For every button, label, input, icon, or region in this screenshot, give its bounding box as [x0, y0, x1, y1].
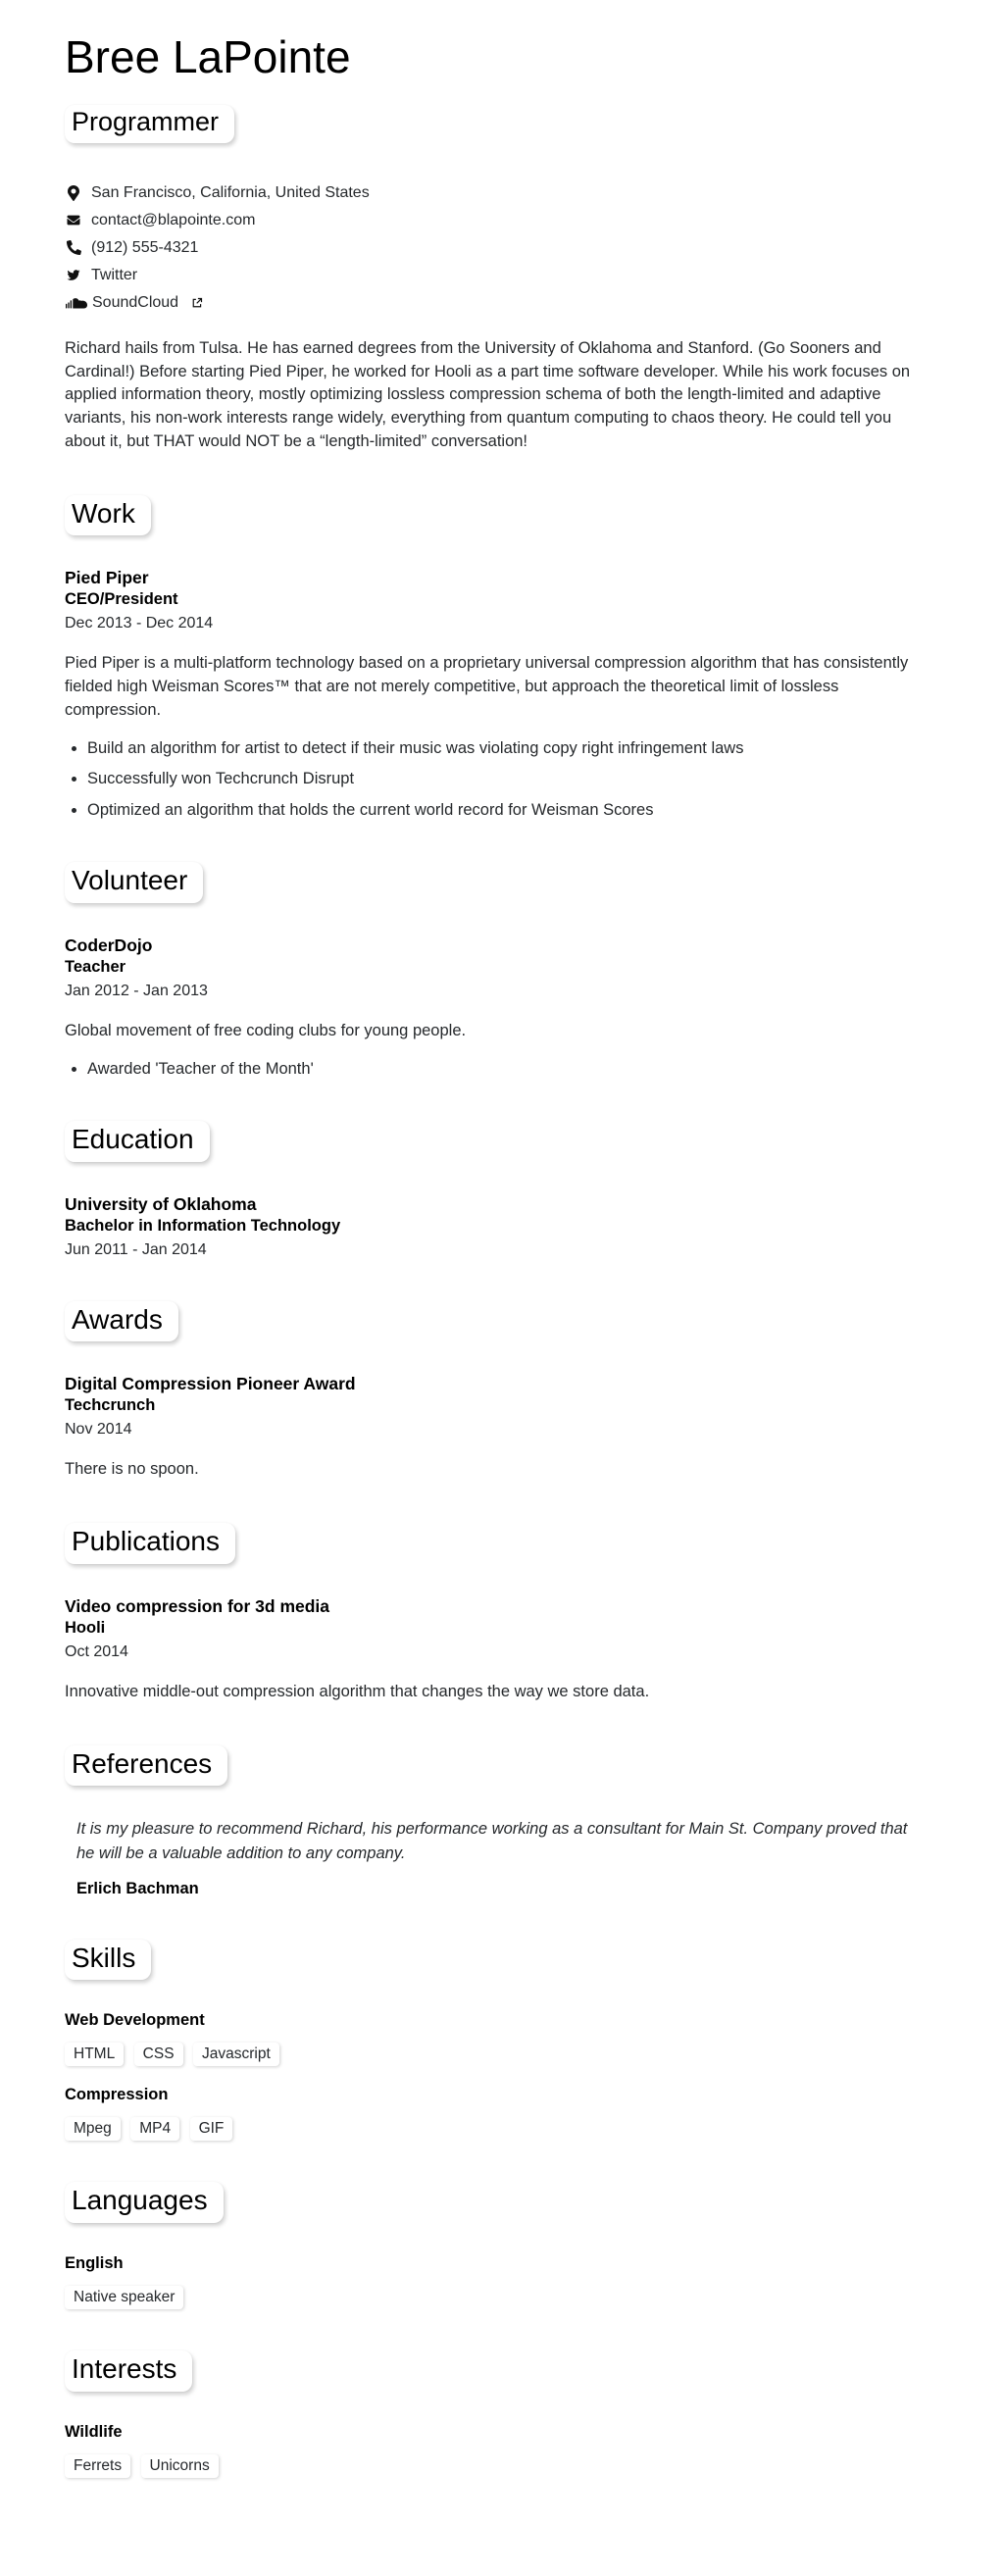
section-languages: [65, 2182, 929, 2309]
publication-entry: [65, 1595, 929, 1704]
volunteer-org: CoderDojo: [65, 934, 153, 955]
publication-summary: Innovative middle-out compression algorithm that changes the way we store data.: [65, 1682, 650, 1700]
volunteer-highlights: [65, 1059, 929, 1080]
reference-quote: It is my pleasure to recommend Richard, his performance working as a consultant for Main St. Company proved that he will be a valuable addition to any company.: [76, 1820, 908, 1863]
work-highlight: • Successfully won Techcrunch Disrupt: [87, 769, 929, 789]
external-link-icon: [191, 297, 203, 309]
skill-group: [65, 2086, 929, 2141]
contact-email-link[interactable]: contact@blapointe.com: [91, 211, 256, 228]
summary-paragraph: Richard hails from Tulsa. He has earned degrees from the University of Oklahoma and Stanford. (Go Sooners and Cardinal!) Before starting Pied Piper, he worked for Hooli as a part time software developer. While his work focuses on applied information theory, mostly optimizing lossless compression schema of both the length-limited and adaptive variants, his non-work interests range widely, everything from quantum computing to chaos theory. He could tell you about it, but THAT would NOT be a “length-limited” conversation!: [65, 338, 911, 450]
award-title: Digital Compression Pioneer Award: [65, 1374, 356, 1394]
contact-twitter: [65, 267, 929, 284]
work-highlight: • Optimized an algorithm that holds the current world record for Weisman Scores: [87, 800, 929, 821]
interest-keyword: Ferrets: [65, 2454, 130, 2478]
interest-name: Wildlife: [65, 2422, 123, 2441]
education-dates: Jun 2011 - Jan 2014: [65, 1240, 207, 1258]
work-org: Pied Piper: [65, 568, 149, 588]
language-name: English: [65, 2254, 124, 2273]
work-role: CEO/President: [65, 590, 178, 609]
work-summary: Pied Piper is a multi-platform technology based on a proprietary universal compression algorithm that has consistently fielded high Weisman Scores™ that are not merely competitive, but approach the theoretical limit of lossless compression.: [65, 654, 909, 720]
volunteer-summary: Global movement of free coding clubs for young people.: [65, 1021, 467, 1039]
section-skills: [65, 1940, 929, 2142]
section-interests: [65, 2350, 929, 2478]
skill-keyword: GIF: [190, 2117, 233, 2141]
section-awards: [65, 1301, 929, 1482]
contact-phone: [65, 239, 929, 257]
section-publications: [65, 1523, 929, 1703]
section-references: [65, 1745, 929, 1898]
award-entry: [65, 1373, 929, 1482]
resume-header: [65, 31, 929, 454]
contact-twitter-link[interactable]: Twitter: [91, 266, 138, 283]
section-title-interests: Interests: [65, 2350, 192, 2392]
skill-group-name: Web Development: [65, 2011, 205, 2030]
publication-date: Oct 2014: [65, 1642, 128, 1660]
contact-list: [65, 184, 929, 312]
skill-keyword: MP4: [130, 2117, 179, 2141]
work-entry: [65, 567, 929, 821]
section-title-publications: Publications: [65, 1523, 235, 1564]
section-education: [65, 1121, 929, 1260]
language-fluency: Native speaker: [65, 2286, 183, 2309]
publication-name: Video compression for 3d media: [65, 1595, 330, 1616]
envelope-icon: [65, 214, 82, 227]
contact-soundcloud-link[interactable]: [92, 294, 178, 312]
section-volunteer: [65, 862, 929, 1080]
section-title-languages: Languages: [65, 2182, 224, 2223]
work-dates: Dec 2013 - Dec 2014: [65, 615, 214, 632]
interest-group: [65, 2423, 929, 2478]
education-entry: [65, 1193, 929, 1260]
contact-soundcloud-text: SoundCloud: [92, 293, 179, 311]
skill-keyword: CSS: [134, 2043, 183, 2066]
section-title-skills: Skills: [65, 1940, 151, 1981]
education-institution: University of Oklahoma: [65, 1193, 257, 1214]
section-work: [65, 495, 929, 822]
reference-entry: [65, 1817, 929, 1898]
volunteer-role: Teacher: [65, 957, 126, 976]
section-title-volunteer: Volunteer: [65, 862, 203, 903]
section-title-work: Work: [65, 495, 151, 536]
contact-location: [65, 184, 929, 202]
section-title-education: Education: [65, 1121, 210, 1162]
skill-keyword: Javascript: [193, 2043, 279, 2066]
contact-soundcloud: [65, 294, 929, 312]
person-label: Programmer: [65, 105, 234, 143]
contact-email: [65, 212, 929, 229]
award-awarder: Techcrunch: [65, 1396, 156, 1415]
contact-phone-text: (912) 555-4321: [91, 238, 199, 256]
skill-keyword: HTML: [65, 2043, 124, 2066]
volunteer-highlight: • Awarded 'Teacher of the Month': [87, 1059, 929, 1080]
contact-location-text: San Francisco, California, United States: [91, 183, 370, 201]
reference-name: Erlich Bachman: [76, 1879, 199, 1897]
phone-icon: [65, 240, 82, 255]
interest-keyword: Unicorns: [141, 2454, 219, 2478]
work-highlight: • Build an algorithm for artist to detect if their music was violating copy right infringement laws: [87, 738, 929, 759]
section-title-awards: Awards: [65, 1301, 178, 1342]
skill-keyword: Mpeg: [65, 2117, 121, 2141]
twitter-icon: [65, 269, 82, 281]
award-summary: There is no spoon.: [65, 1460, 199, 1479]
person-name: Bree LaPointe: [65, 31, 351, 82]
volunteer-entry: [65, 934, 929, 1080]
soundcloud-icon: [65, 296, 87, 310]
work-highlights: [65, 738, 929, 821]
skill-group-name: Compression: [65, 2086, 169, 2104]
education-degree: Bachelor in Information Technology: [65, 1216, 341, 1235]
publication-publisher: Hooli: [65, 1618, 106, 1637]
award-date: Nov 2014: [65, 1421, 132, 1439]
volunteer-dates: Jan 2012 - Jan 2013: [65, 982, 208, 999]
resume-content: [65, 31, 929, 2478]
location-pin-icon: [65, 185, 82, 201]
skill-group: [65, 2011, 929, 2066]
section-title-references: References: [65, 1745, 227, 1787]
language-group: [65, 2254, 929, 2309]
